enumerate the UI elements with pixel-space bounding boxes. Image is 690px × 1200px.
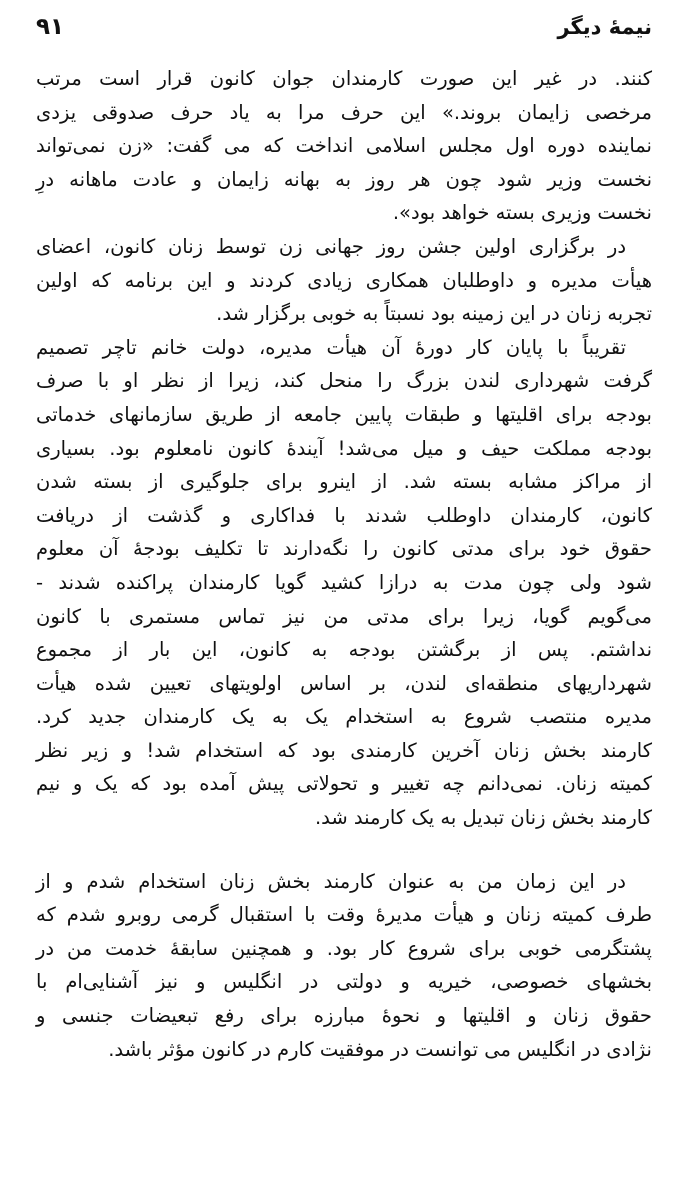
paragraph [36,230,652,331]
text-line: در برگزاری اولین جشن روز جهانی زن توسط زنان کانون، اعضای [36,234,626,258]
text-line: نخست وزیری بسته خواهد بود». [392,201,652,225]
text-line: گرفت شهرداری لندن بزرگ را منحل کند، زیرا از نظر او با صرف [36,369,652,393]
text-line: شود ولی چون مدت به درازا کشید گویا کارمندان پراکنده شدند - [36,570,652,594]
text-line: تقریباً با پایان کار دورهٔ آن هیأت مدیره، دولت خانم تاچر تصمیم [36,335,626,359]
text-line: از مراکز مشابه بسته شد. از اینرو برای جلوگیری از بسته شدن [36,470,652,494]
text-line: کارمند بخش زنان آخرین کارمندی بود که استخدام شد! و زیر نظر [36,738,652,762]
text-line: هیأت مدیره و داوطلبان همکاری زیادی کردند و این برنامه که اولین [36,268,652,292]
running-head [36,14,652,62]
text-line: مدیره منتصب شروع به استخدام یک به یک کارمندان جدید کرد. [36,705,652,729]
text-line: بودجه مملکت حیف و میل می‌شد! آیندهٔ کانون نامعلوم بود. بسیاری [36,436,652,460]
text-line: در این زمان من به عنوان کارمند بخش زنان استخدام شدم و از [36,869,626,893]
text-line: حقوق زنان و اقلیتها و نحوهٔ مبارزه برای رفع تبعیضات جنسی و [36,1004,652,1028]
text-line: مرخصی زایمان بروند.» این حرف مرا به یاد حرف صدوقی یزدی [36,100,652,124]
page-number: ۹۱ [36,14,65,40]
paragraph [36,62,652,230]
text-line: نماینده دوره اول مجلس اسلامی انداخت که می گفت: «زن نمی‌تواند [36,134,652,158]
text-line: تجربه زنان در این زمینه بود نسبتاً به خوبی برگزار شد. [216,302,652,326]
paragraph-gap [36,835,652,865]
text-line: نداشتم. پس از برگشتن بودجه به کانون، این بار از مجموع [36,638,652,662]
text-line: نژادی در انگلیس می توانست در موفقیت کارم در کانون مؤثر باشد. [108,1037,652,1061]
text-line: پشتگرمی خوبی برای شروع کار بود. و همچنین سابقهٔ خدمت من در [36,936,652,960]
paragraph [36,331,652,835]
text-line: بودجه برای اقلیتها و طبقات پایین جامعه از طریق سازمانهای خدماتی [36,402,652,426]
text-line: نخست وزیر شود چون هر روز به بهانه زایمان و عادت ماهانه درِ [36,167,652,191]
text-line: بخشهای خصوصی، خیریه و دولتی در انگلیس و نیز آشنایی‌ام با [36,970,652,994]
text-line: کنند. در غیر این صورت کارمندان جوان کانون قرار است مرتب [36,67,652,90]
text-line: حقوق خود برای مدتی کانون را نگه‌دارند تا تکلیف بودجهٔ آن معلوم [36,537,652,561]
text-line: کمیته زنان. نمی‌دانم چه تغییر و تحولاتی پیش آمده بود که یک و نیم [36,772,652,796]
paragraph [36,865,652,1067]
body-text [36,62,652,1066]
running-title: نیمهٔ دیگر [557,15,652,39]
text-line: کانون، کارمندان داوطلب شدند با فداکاری و گذشت از دریافت [36,503,652,527]
text-line: کارمند بخش زنان تبدیل به یک کارمند شد. [314,806,652,830]
text-line: شهرداریهای منطقه‌ای لندن، بر اساس اولویتهای تعیین شده هیأت [36,671,652,695]
text-line: می‌گویم گویا، زیرا برای مدتی من نیز تماس مستمری با کانون [36,604,652,628]
text-line: طرف کمیته زنان و هیأت مدیرهٔ وقت با استقبال گرمی روبرو شدم که [36,903,652,927]
